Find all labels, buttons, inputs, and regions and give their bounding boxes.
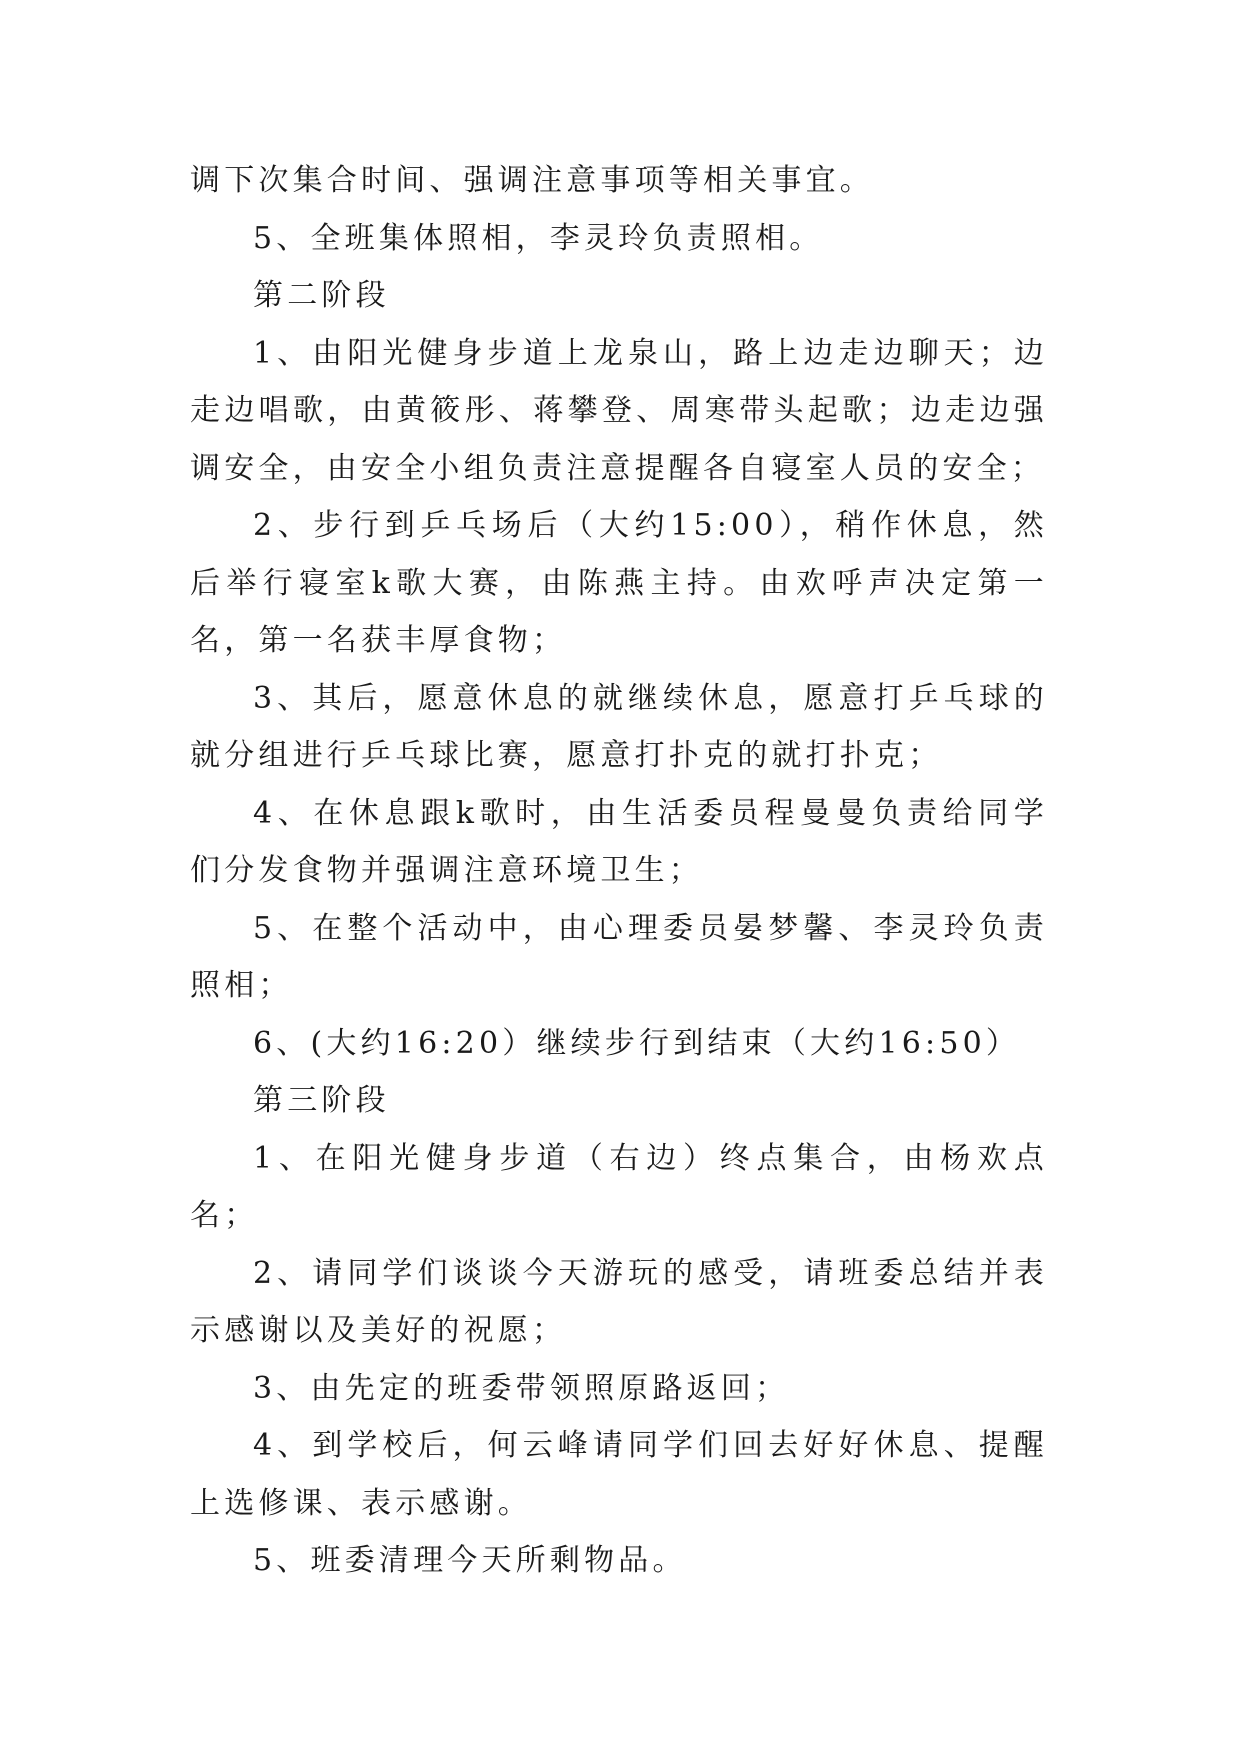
paragraph-stage3-item2: 2、请同学们谈谈今天游玩的感受，请班委总结并表示感谢以及美好的祝愿； (190, 1255, 1048, 1348)
stage-three-heading: 第三阶段 (253, 1083, 390, 1118)
document-body (190, 152, 1048, 1590)
paragraph-stage2-item3: 3、其后，愿意休息的就继续休息，愿意打乒乓球的就分组进行乒乓球比赛，愿意打扑克的就打扑克； (190, 680, 1048, 773)
paragraph-stage1-item5: 5、全班集体照相，李灵玲负责照相。 (253, 220, 824, 256)
paragraph-stage3-item3: 3、由先定的班委带领照原路返回； (253, 1370, 790, 1406)
paragraph-stage2-item6: 6、(大约16:20）继续步行到结束（大约16:50） (253, 1025, 1021, 1061)
paragraph-stage3-item1: 1、在阳光健身步道（右边）终点集合，由杨欢点名； (190, 1140, 1048, 1233)
paragraph-stage2-item2: 2、步行到乒乓场后（大约15:00），稍作休息，然后举行寝室k歌大赛，由陈燕主持。由欢呼声决定第一名，第一名获丰厚食物； (190, 508, 1048, 658)
paragraph-stage2-item4: 4、在休息跟k歌时，由生活委员程曼曼负责给同学们分发食物并强调注意环境卫生； (190, 795, 1048, 888)
paragraph-stage2-item1: 1、由阳光健身步道上龙泉山，路上边走边聊天；边走边唱歌，由黄筱彤、蒋攀登、周寒带头起歌；边走边强调安全，由安全小组负责注意提醒各自寝室人员的安全； (190, 335, 1048, 486)
stage-two-heading: 第二阶段 (253, 278, 390, 313)
paragraph-continuation: 调下次集合时间、强调注意事项等相关事宜。 (190, 163, 874, 198)
paragraph-stage3-item5: 5、班委清理今天所剩物品。 (253, 1543, 687, 1578)
paragraph-stage3-item4: 4、到学校后，何云峰请同学们回去好好休息、提醒上选修课、表示感谢。 (190, 1428, 1048, 1521)
paragraph-stage2-item5: 5、在整个活动中，由心理委员晏梦馨、李灵玲负责照相； (190, 910, 1048, 1003)
